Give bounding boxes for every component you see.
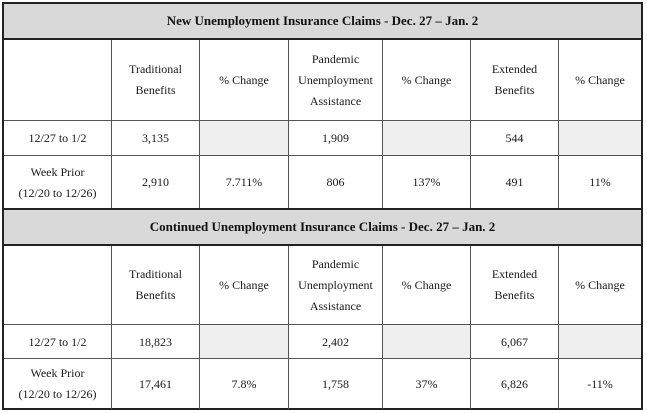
header-text: % Change	[575, 277, 625, 292]
table-row	[4, 358, 641, 409]
section-title-text: New Unemployment Insurance Claims - Dec. 27 – Jan. 2	[166, 13, 479, 28]
header-text: Unemployment	[298, 72, 373, 87]
header-text: Benefits	[494, 288, 535, 302]
extended-change: 11%	[558, 156, 641, 209]
pua-value: 2,402	[288, 325, 382, 359]
header-percent-change	[382, 246, 470, 324]
traditional-change: 7.8%	[199, 359, 288, 409]
header-text: % Change	[401, 277, 452, 292]
section-title-new-claims	[4, 4, 641, 40]
section-title-continued-claims	[4, 210, 641, 246]
row-label-line: Week Prior	[30, 366, 85, 380]
header-text: % Change	[401, 72, 452, 87]
header-pandemic-unemployment-assistance	[288, 246, 382, 324]
pua-value: 1,909	[288, 121, 382, 156]
header-text: Benefits	[494, 83, 535, 97]
header-text: % Change	[219, 72, 269, 87]
pua-change: 137%	[382, 156, 470, 209]
header-text: % Change	[575, 72, 625, 87]
header-empty-cell	[4, 246, 111, 324]
header-text: Unemployment	[298, 277, 373, 292]
header-text: Pandemic	[311, 256, 360, 271]
header-text: Traditional	[129, 62, 182, 76]
extended-value: 6,826	[470, 359, 558, 409]
pua-change-empty	[382, 325, 470, 359]
traditional-value: 2,910	[111, 156, 199, 209]
header-text: Assistance	[309, 298, 362, 313]
header-text: Benefits	[135, 288, 176, 302]
header-traditional-benefits	[111, 246, 199, 324]
traditional-change-empty	[199, 121, 288, 156]
traditional-value: 3,135	[111, 121, 199, 156]
header-extended-benefits	[470, 246, 558, 324]
row-label: 12/27 to 1/2	[28, 334, 87, 349]
header-text: Traditional	[129, 267, 182, 281]
pua-change: 37%	[382, 359, 470, 409]
extended-value: 491	[470, 156, 558, 209]
header-percent-change	[199, 246, 288, 324]
section-title-text: Continued Unemployment Insurance Claims - Dec. 27 – Jan. 2	[149, 219, 496, 234]
header-text: Extended	[491, 62, 538, 76]
header-row	[4, 40, 641, 120]
table-row	[4, 324, 641, 359]
header-text: Assistance	[309, 93, 362, 108]
extended-value: 544	[470, 121, 558, 156]
header-text: Benefits	[135, 83, 176, 97]
header-extended-benefits	[470, 40, 558, 120]
table-row	[4, 120, 641, 156]
header-percent-change	[558, 40, 641, 120]
extended-change-empty	[558, 325, 641, 359]
header-percent-change	[199, 40, 288, 120]
header-percent-change	[382, 40, 470, 120]
row-label	[4, 359, 111, 409]
row-label-line: (12/20 to 12/26)	[18, 185, 97, 200]
header-empty-cell	[4, 40, 111, 120]
claims-table	[2, 2, 643, 410]
pua-change-empty	[382, 121, 470, 156]
traditional-change: 7.711%	[199, 156, 288, 209]
row-label-line: (12/20 to 12/26)	[18, 387, 97, 401]
header-traditional-benefits	[111, 40, 199, 120]
header-row	[4, 246, 641, 324]
table-row	[4, 155, 641, 209]
pua-value: 1,758	[288, 359, 382, 409]
traditional-value: 17,461	[111, 359, 199, 409]
header-text: Pandemic	[311, 51, 360, 66]
row-label-line: Week Prior	[30, 164, 85, 179]
header-percent-change	[558, 246, 641, 324]
row-label	[4, 156, 111, 209]
pua-value: 806	[288, 156, 382, 209]
traditional-value: 18,823	[111, 325, 199, 359]
extended-value: 6,067	[470, 325, 558, 359]
header-pandemic-unemployment-assistance	[288, 40, 382, 120]
extended-change: -11%	[558, 359, 641, 409]
header-text: % Change	[219, 277, 269, 292]
header-text: Extended	[491, 267, 538, 281]
row-label: 12/27 to 1/2	[28, 131, 87, 145]
extended-change-empty	[558, 121, 641, 156]
traditional-change-empty	[199, 325, 288, 359]
